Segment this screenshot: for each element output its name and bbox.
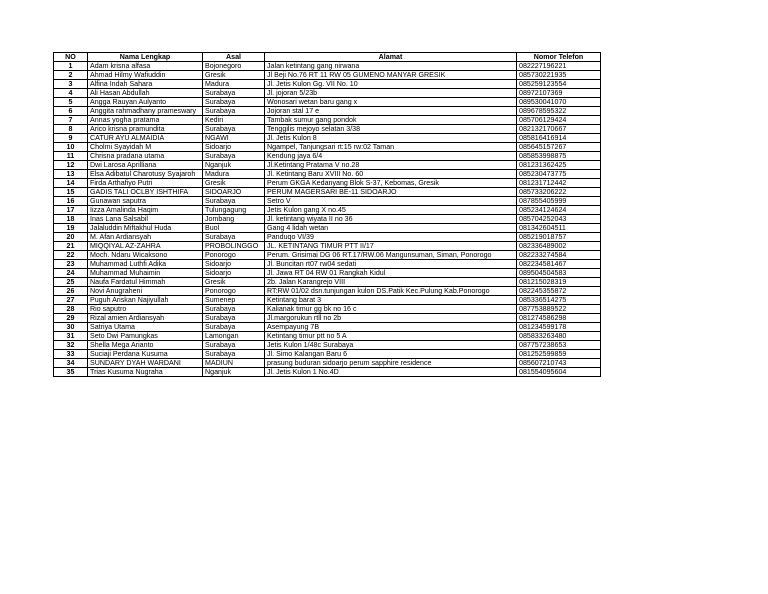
cell-alamat: Perum GKGA Kedanyang Blok S-37, Kebomas, Gresik <box>265 179 517 188</box>
header-nama-lengkap: Nama Lengkap <box>88 53 203 62</box>
cell-nomor-telefon: 081342604511 <box>517 224 601 233</box>
table-row <box>54 233 601 242</box>
cell-nomor-telefon: 082233274584 <box>517 251 601 260</box>
table-row <box>54 125 601 134</box>
table-row <box>54 260 601 269</box>
cell-no: 29 <box>54 314 88 323</box>
cell-alamat: Gang 4 lidah wetan <box>265 224 517 233</box>
cell-nomor-telefon: 085234124624 <box>517 206 601 215</box>
cell-no: 14 <box>54 179 88 188</box>
cell-no: 33 <box>54 350 88 359</box>
cell-asal: Surabaya <box>203 98 265 107</box>
table-row <box>54 98 601 107</box>
table-row <box>54 287 601 296</box>
cell-nomor-telefon: 081231362425 <box>517 161 601 170</box>
cell-alamat: Kalianak timur gg bk no 16 c <box>265 305 517 314</box>
cell-asal: Ponorogo <box>203 251 265 260</box>
cell-nomor-telefon: 085853998875 <box>517 152 601 161</box>
cell-no: 4 <box>54 89 88 98</box>
cell-asal: NGAWI <box>203 134 265 143</box>
cell-asal: Nganjuk <box>203 368 265 377</box>
cell-asal: Surabaya <box>203 350 265 359</box>
cell-alamat: Jl. jojoran 5/23b <box>265 89 517 98</box>
cell-nomor-telefon: 085607210743 <box>517 359 601 368</box>
cell-asal: Madura <box>203 170 265 179</box>
cell-nomor-telefon: 087757238653 <box>517 341 601 350</box>
cell-asal: Tulungagung <box>203 206 265 215</box>
table-row <box>54 269 601 278</box>
cell-nomor-telefon: 085645157267 <box>517 143 601 152</box>
cell-nama-lengkap: Arico krisna pramundita <box>88 125 203 134</box>
table-row <box>54 206 601 215</box>
cell-no: 26 <box>54 287 88 296</box>
cell-nomor-telefon: 085733206222 <box>517 188 601 197</box>
cell-asal: Surabaya <box>203 314 265 323</box>
cell-nomor-telefon: 082336489002 <box>517 242 601 251</box>
table-row <box>54 188 601 197</box>
contact-table <box>53 52 601 377</box>
cell-no: 22 <box>54 251 88 260</box>
cell-nomor-telefon: 081274586298 <box>517 314 601 323</box>
cell-nomor-telefon: 089678595322 <box>517 107 601 116</box>
cell-nomor-telefon: 085230473775 <box>517 170 601 179</box>
cell-asal: Sidoarjo <box>203 143 265 152</box>
header-no: NO <box>54 53 88 62</box>
table-row <box>54 215 601 224</box>
table-row <box>54 143 601 152</box>
cell-nama-lengkap: Novi Anugraheni <box>88 287 203 296</box>
cell-asal: Lamongan <box>203 332 265 341</box>
cell-alamat: Jojoran stal 17 e <box>265 107 517 116</box>
header-alamat: Alamat <box>265 53 517 62</box>
cell-alamat: Jl. Jetis Kulon Gg. VII No. 10 <box>265 80 517 89</box>
cell-alamat: Jl. Buncitan rt07 rw04 sedati <box>265 260 517 269</box>
cell-alamat: Ketintang barat 3 <box>265 296 517 305</box>
cell-asal: Surabaya <box>203 125 265 134</box>
cell-no: 7 <box>54 116 88 125</box>
cell-no: 16 <box>54 197 88 206</box>
cell-nama-lengkap: Firda Arthafiyo Putri <box>88 179 203 188</box>
cell-alamat: Ngampel, Tanjungsari rt:15 rw:02 Taman <box>265 143 517 152</box>
cell-alamat: Tenggilis mejoyo selatan 3/38 <box>265 125 517 134</box>
header-row <box>54 53 601 62</box>
cell-nomor-telefon: 08972107369 <box>517 89 601 98</box>
cell-asal: Bojonegoro <box>203 62 265 71</box>
cell-nomor-telefon: 081234599178 <box>517 323 601 332</box>
cell-alamat: Jalan ketintang gang nirwana <box>265 62 517 71</box>
cell-nomor-telefon: 085704252043 <box>517 215 601 224</box>
cell-nama-lengkap: Anggita rahmadhany prameswary <box>88 107 203 116</box>
table-row <box>54 242 601 251</box>
cell-alamat: Perum. Grisimai DG 06 RT.17/RW.06 Mangunsuman, Siman, Ponorogo <box>265 251 517 260</box>
cell-nomor-telefon: 085219018757 <box>517 233 601 242</box>
cell-nomor-telefon: 082245355872 <box>517 287 601 296</box>
cell-alamat: Jetis Kulon gang X no.45 <box>265 206 517 215</box>
cell-nomor-telefon: 085336514275 <box>517 296 601 305</box>
cell-nomor-telefon: 087855405999 <box>517 197 601 206</box>
cell-alamat: Kendung jaya 6/4 <box>265 152 517 161</box>
cell-no: 9 <box>54 134 88 143</box>
cell-no: 20 <box>54 233 88 242</box>
cell-alamat: Jl. Jetis Kulon 1 No.4D <box>265 368 517 377</box>
cell-no: 23 <box>54 260 88 269</box>
table-row <box>54 197 601 206</box>
cell-nomor-telefon: 089504504583 <box>517 269 601 278</box>
cell-asal: Surabaya <box>203 305 265 314</box>
cell-nama-lengkap: MIQQIYAL AZ-ZAHRA <box>88 242 203 251</box>
cell-no: 1 <box>54 62 88 71</box>
table-row <box>54 332 601 341</box>
cell-alamat: JL. KETINTANG TIMUR PTT II/17 <box>265 242 517 251</box>
cell-asal: MADIUN <box>203 359 265 368</box>
cell-asal: Jombang <box>203 215 265 224</box>
cell-nomor-telefon: 082132170667 <box>517 125 601 134</box>
cell-alamat: Jl. Jetis Kulon 8 <box>265 134 517 143</box>
cell-no: 10 <box>54 143 88 152</box>
cell-alamat: Jl. Jawa RT 04 RW 01 Rangkah Kidul <box>265 269 517 278</box>
table-row <box>54 80 601 89</box>
cell-alamat: Jl. Ketintang Baru XVIII No. 60 <box>265 170 517 179</box>
cell-nama-lengkap: Trias Kusuma Nugraha <box>88 368 203 377</box>
cell-nama-lengkap: Elsa Adibatul Charotusy Syajaroh <box>88 170 203 179</box>
cell-asal: Surabaya <box>203 107 265 116</box>
table-row <box>54 179 601 188</box>
cell-nama-lengkap: Dwi Larosa Aprilliana <box>88 161 203 170</box>
cell-asal: Sumenep <box>203 296 265 305</box>
cell-nomor-telefon: 082234581467 <box>517 260 601 269</box>
table-row <box>54 161 601 170</box>
cell-nomor-telefon: 085706129424 <box>517 116 601 125</box>
cell-no: 25 <box>54 278 88 287</box>
table-body <box>54 62 601 377</box>
cell-nomor-telefon: 081554095604 <box>517 368 601 377</box>
cell-no: 28 <box>54 305 88 314</box>
cell-alamat: Asempayung 7B <box>265 323 517 332</box>
cell-nama-lengkap: Muhammad Muhaimin <box>88 269 203 278</box>
cell-no: 30 <box>54 323 88 332</box>
table-row <box>54 368 601 377</box>
cell-no: 24 <box>54 269 88 278</box>
table-row <box>54 314 601 323</box>
cell-no: 35 <box>54 368 88 377</box>
cell-asal: Surabaya <box>203 323 265 332</box>
cell-nama-lengkap: Moch. Ndaru Wicaksono <box>88 251 203 260</box>
cell-no: 5 <box>54 98 88 107</box>
cell-alamat: PERUM MAGERSARI BE-11 SIDOARJO <box>265 188 517 197</box>
cell-asal: Sidoarjo <box>203 269 265 278</box>
cell-alamat: Jl.margorukun rtll no 2b <box>265 314 517 323</box>
cell-no: 27 <box>54 296 88 305</box>
cell-nomor-telefon: 082227196221 <box>517 62 601 71</box>
cell-asal: Surabaya <box>203 152 265 161</box>
cell-no: 11 <box>54 152 88 161</box>
cell-asal: Buol <box>203 224 265 233</box>
cell-no: 21 <box>54 242 88 251</box>
cell-no: 31 <box>54 332 88 341</box>
cell-no: 8 <box>54 125 88 134</box>
table-row <box>54 305 601 314</box>
cell-alamat: Jl. Simo Kalangan Baru 6 <box>265 350 517 359</box>
table-row <box>54 341 601 350</box>
cell-alamat: Jl Beji No.76 RT 11 RW 05 GUMENO MANYAR GRESIK <box>265 71 517 80</box>
table-row <box>54 359 601 368</box>
cell-nama-lengkap: Iizza Amalinda Haqim <box>88 206 203 215</box>
cell-nama-lengkap: Suciaji Perdana Kusuma <box>88 350 203 359</box>
table-row <box>54 296 601 305</box>
cell-asal: Surabaya <box>203 341 265 350</box>
cell-nama-lengkap: Adam krisna alfasa <box>88 62 203 71</box>
cell-asal: Ponorogo <box>203 287 265 296</box>
cell-nama-lengkap: Rio saputro <box>88 305 203 314</box>
cell-alamat: Panduqo VI/39 <box>265 233 517 242</box>
cell-alamat: Ketintang timur ptt no 5 A <box>265 332 517 341</box>
cell-asal: Kediri <box>203 116 265 125</box>
cell-asal: Nganjuk <box>203 161 265 170</box>
cell-nomor-telefon: 087753889522 <box>517 305 601 314</box>
cell-asal: SIDOARJO <box>203 188 265 197</box>
cell-no: 13 <box>54 170 88 179</box>
cell-no: 34 <box>54 359 88 368</box>
cell-nama-lengkap: Satriya Utama <box>88 323 203 332</box>
cell-alamat: Setro V <box>265 197 517 206</box>
cell-nama-lengkap: Puguh Ariskan Najiyullah <box>88 296 203 305</box>
cell-asal: Madura <box>203 80 265 89</box>
cell-nama-lengkap: Inas Lana Salsabil <box>88 215 203 224</box>
cell-nomor-telefon: 085816416914 <box>517 134 601 143</box>
table-row <box>54 107 601 116</box>
cell-no: 18 <box>54 215 88 224</box>
table-row <box>54 251 601 260</box>
cell-nama-lengkap: GADIS TALI OCLBY ISHTHIFA <box>88 188 203 197</box>
cell-alamat: Wonosari wetan baru gang x <box>265 98 517 107</box>
cell-alamat: Jetis Kulon 1/48c Surabaya <box>265 341 517 350</box>
cell-nomor-telefon: 081215028319 <box>517 278 601 287</box>
cell-nama-lengkap: Shella Mega Arianto <box>88 341 203 350</box>
cell-nomor-telefon: 085259123554 <box>517 80 601 89</box>
cell-nama-lengkap: Ali Hasan Abdullah <box>88 89 203 98</box>
table-row <box>54 116 601 125</box>
cell-no: 15 <box>54 188 88 197</box>
cell-no: 12 <box>54 161 88 170</box>
cell-nama-lengkap: Gunawan saputra <box>88 197 203 206</box>
cell-nama-lengkap: Jalaluddin Miftakhul Huda <box>88 224 203 233</box>
cell-alamat: Jl. ketintang wiyata II no 36 <box>265 215 517 224</box>
cell-nomor-telefon: 081231712442 <box>517 179 601 188</box>
cell-nama-lengkap: SUNDARY DYAH WARDANI <box>88 359 203 368</box>
cell-asal: PROBOLINGGO <box>203 242 265 251</box>
cell-asal: Gresik <box>203 71 265 80</box>
header-nomor-telefon: Nomor Telefon <box>517 53 601 62</box>
cell-no: 3 <box>54 80 88 89</box>
table-row <box>54 62 601 71</box>
cell-alamat: prasung buduran sidoarjo perum sapphire residence <box>265 359 517 368</box>
cell-alamat: RT:RW 01/02 dsn.tunjungan kulon DS.Patik Kec.Pulung Kab.Ponorogo <box>265 287 517 296</box>
cell-nama-lengkap: Muhammad Luthfi Adika <box>88 260 203 269</box>
cell-alamat: Tambak sumur gang pondok <box>265 116 517 125</box>
header-asal: Asal <box>203 53 265 62</box>
cell-no: 6 <box>54 107 88 116</box>
table-row <box>54 278 601 287</box>
table-row <box>54 323 601 332</box>
cell-no: 17 <box>54 206 88 215</box>
table-row <box>54 224 601 233</box>
cell-nomor-telefon: 081252599859 <box>517 350 601 359</box>
cell-alamat: 2b. Jalan Karangrejo VIII <box>265 278 517 287</box>
cell-asal: Sidoarjo <box>203 260 265 269</box>
cell-nama-lengkap: Rizal amien Ardiansyah <box>88 314 203 323</box>
table-row <box>54 170 601 179</box>
cell-nama-lengkap: CATUR AYU ALMAIDIA <box>88 134 203 143</box>
cell-nama-lengkap: Alfina Indah Sahara <box>88 80 203 89</box>
cell-nomor-telefon: 085833263480 <box>517 332 601 341</box>
cell-nomor-telefon: 089530041070 <box>517 98 601 107</box>
table-row <box>54 350 601 359</box>
cell-nama-lengkap: Annas yogha pratama <box>88 116 203 125</box>
cell-nama-lengkap: Ahmad Hilmy Wafiuddin <box>88 71 203 80</box>
cell-asal: Gresik <box>203 278 265 287</box>
cell-asal: Gresik <box>203 179 265 188</box>
cell-nama-lengkap: Seto Dwi Pamungkas <box>88 332 203 341</box>
cell-nama-lengkap: Chrisna pradana utama <box>88 152 203 161</box>
cell-nama-lengkap: Cholmi Syayidah M <box>88 143 203 152</box>
cell-asal: Surabaya <box>203 233 265 242</box>
cell-asal: Surabaya <box>203 89 265 98</box>
cell-asal: Surabaya <box>203 197 265 206</box>
table-row <box>54 89 601 98</box>
cell-no: 2 <box>54 71 88 80</box>
cell-nama-lengkap: M. Afan Ardiansyah <box>88 233 203 242</box>
cell-alamat: Jl.Ketintang Pratama V no.28 <box>265 161 517 170</box>
table-row <box>54 134 601 143</box>
table-row <box>54 152 601 161</box>
table-row <box>54 71 601 80</box>
cell-nama-lengkap: Naufa Fardatul Himmah <box>88 278 203 287</box>
cell-nama-lengkap: Angga Rauyan Aulyanto <box>88 98 203 107</box>
cell-nomor-telefon: 085730221935 <box>517 71 601 80</box>
cell-no: 19 <box>54 224 88 233</box>
cell-no: 32 <box>54 341 88 350</box>
